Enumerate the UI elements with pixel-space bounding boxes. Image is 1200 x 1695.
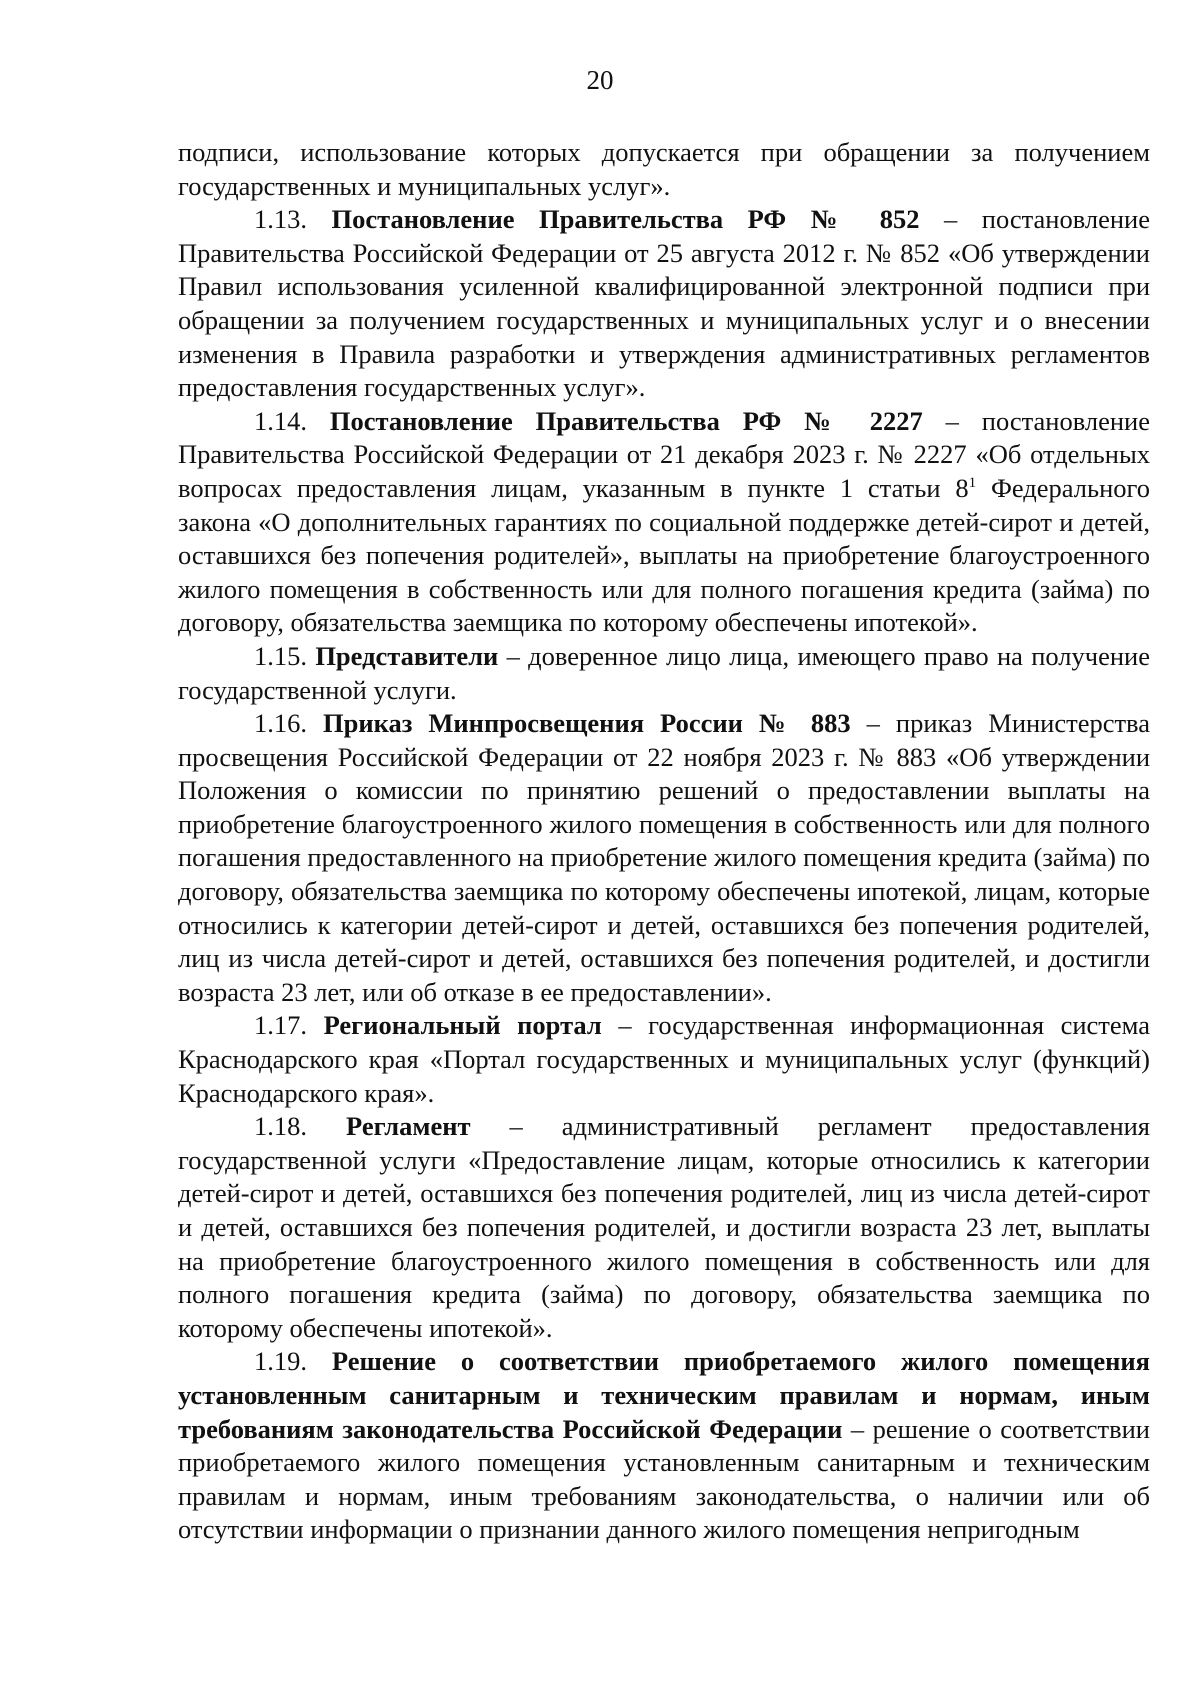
item-term: Постановление Правительства РФ № 852: [331, 204, 920, 235]
item-1-15: [178, 640, 1150, 707]
item-number: 1.15.: [254, 640, 307, 671]
item-text-continued: Федерального закона «О дополнительных гарантиях по социальной поддержке детей-сирот и детей, оставшихся без попечения родителей», выплаты на приобретение благоустроенного жилого помещения в собственность или для полного погашения кредита (займа) по договору, обязательства заемщика по которому обеспечены ипотекой».: [178, 472, 1150, 638]
item-term: Постановление Правительства РФ № 2227: [329, 405, 923, 436]
page-number: 20: [586, 65, 614, 95]
item-1-16: [178, 707, 1150, 1009]
item-number: 1.16.: [254, 708, 307, 739]
item-text: – постановление Правительства Российской Федерации от 21 декабря 2023 г. № 2227 «Об отдельных вопросах предоставления лицам, указанным в пункте 1 статьи 8: [178, 405, 1150, 503]
item-text: – административный регламент предоставления государственной услуги «Предоставление лицам, которые относились к категории детей-сирот и детей, оставшихся без попечения родителей, лиц из числа детей-сирот и детей, оставшихся без попечения родителей, и достигли возраста 23 лет, выплаты на приобретение благоустроенного жилого помещения в собственность или для полного погашения кредита (займа) по договору, обязательства заемщика по которому обеспечены ипотекой».: [178, 1111, 1150, 1343]
superscript: 1: [968, 475, 977, 492]
item-number: 1.17.: [254, 1010, 307, 1041]
document-body: [178, 136, 1150, 1547]
item-number: 1.18.: [254, 1111, 307, 1142]
item-1-17: [178, 1009, 1150, 1110]
item-1-13: [178, 203, 1150, 405]
item-1-19: [178, 1345, 1150, 1547]
item-number: 1.19.: [254, 1346, 307, 1377]
item-number: 1.13.: [254, 204, 307, 235]
item-1-18: [178, 1110, 1150, 1345]
item-text: – решение о соответствии приобретаемого жилого помещения установленным санитарным и техническим правилам и нормам, иным требованиям законодательства, о наличии или об отсутствии информации о признании данного жилого помещения непригодным: [178, 1413, 1150, 1545]
item-number: 1.14.: [254, 405, 307, 436]
item-1-14: [178, 405, 1150, 640]
item-text: – государственная информационная система Краснодарского края «Портал государственных и муниципальных услуг (функций) Краснодарского края».: [178, 1010, 1150, 1108]
item-term: Региональный портал: [323, 1010, 602, 1041]
item-text: – постановление Правительства Российской Федерации от 25 августа 2012 г. № 852 «Об утверждении Правил использования усиленной квалифицированной электронной подписи при обращении за получением государственных и муниципальных услуг и о внесении изменения в Правила разработки и утверждения административных регламентов предоставления государственных услуг».: [178, 204, 1150, 403]
item-text: – приказ Министерства просвещения Российской Федерации от 22 ноября 2023 г. № 883 «Об утверждении Положения о комиссии по принятию решений о предоставлении выплаты на приобретение благоустроенного жилого помещения в собственность или для полного погашения предоставленного на приобретение жилого помещения кредита (займа) по договору, обязательства заемщика по которому обеспечены ипотекой, лицам, которые относились к категории детей-сирот и детей, оставшихся без попечения родителей, лиц из числа детей-сирот и детей, оставшихся без попечения родителей, и достигли возраста 23 лет, или об отказе в ее предоставлении».: [178, 708, 1150, 1007]
item-term: Представители: [315, 640, 499, 671]
item-text: – доверенное лицо лица, имеющего право на получение государственной услуги.: [178, 640, 1150, 705]
lead-paragraph: подписи, использование которых допускается при обращении за получением государственных и муниципальных услуг».: [178, 137, 1150, 201]
item-term: Регламент: [346, 1111, 471, 1142]
item-term: Приказ Минпросвещения России № 883: [323, 708, 851, 739]
item-term: Решение о соответствии приобретаемого жилого помещения установленным санитарным и техническим правилам и нормам, иным требованиям законодательства Российской Федерации: [178, 1346, 1150, 1444]
